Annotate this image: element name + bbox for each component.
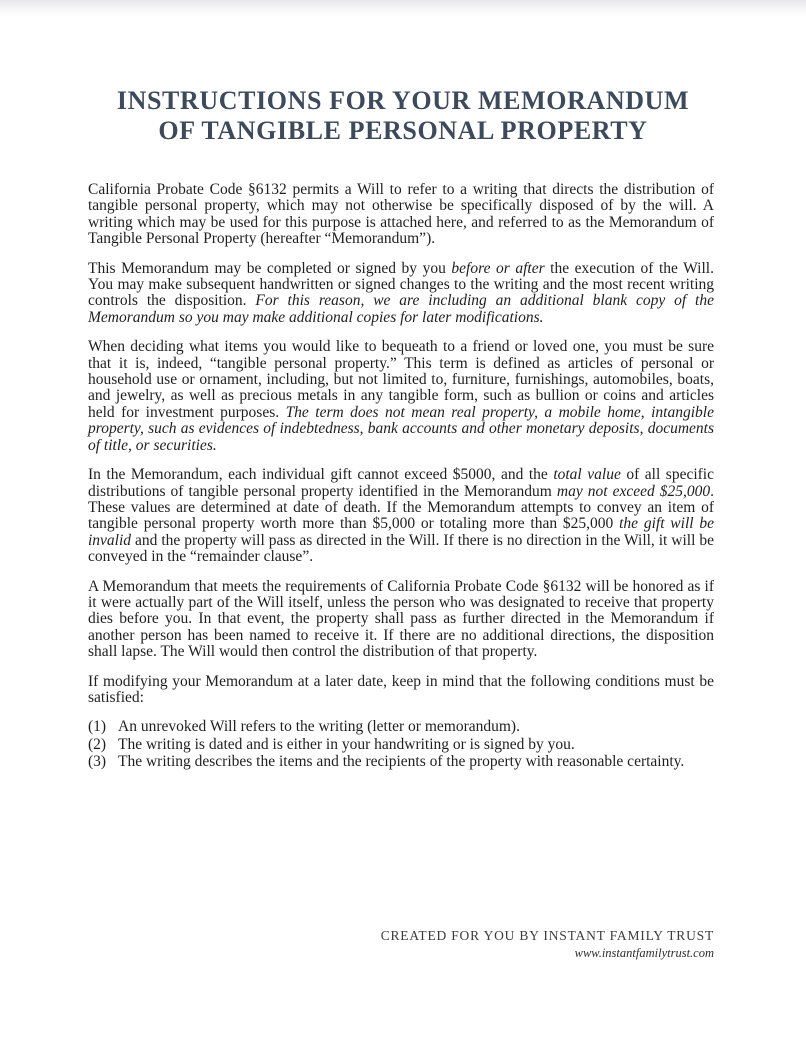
- condition-number: (3): [88, 753, 107, 771]
- body-paragraph: [88, 339, 714, 454]
- condition-text: The writing is dated and is either in your handwriting or is signed by you.: [118, 735, 575, 753]
- body-paragraph: [88, 674, 714, 707]
- text-run: and the property will pass as directed in the Will. If there is no direction in the Will, it will be conveyed in the “remainder clause”.: [88, 531, 714, 566]
- italic-text-run: may not exceed $25,000: [556, 482, 711, 500]
- text-run: the execution of the Will. You may make subsequent handwritten or signed changes to the writing and the most recent writing controls the disposition.: [88, 259, 714, 310]
- title-line-1: INSTRUCTIONS FOR YOUR MEMORANDUM: [116, 86, 690, 115]
- body-paragraph: [88, 579, 714, 661]
- text-run: of all specific distributions of tangible personal property identified in the Memorandum: [88, 466, 714, 500]
- text-run: If modifying your Memorandum at a later date, keep in mind that the following conditions must be satisfied:: [88, 672, 714, 706]
- condition-number: (1): [88, 718, 107, 736]
- text-run: In the Memorandum, each individual gift cannot exceed $5000, and the: [88, 466, 554, 484]
- condition-item: [88, 719, 714, 735]
- italic-text-run: before or after: [451, 259, 545, 277]
- text-run: This Memorandum may be completed or signed by you: [88, 259, 452, 277]
- document-footer: [381, 928, 714, 961]
- condition-number: (2): [88, 735, 107, 753]
- footer-website: www.instantfamilytrust.com: [574, 946, 714, 960]
- conditions-list: [88, 719, 714, 770]
- condition-item: [88, 754, 714, 770]
- condition-text: The writing describes the items and the recipients of the property with reasonable certainty.: [118, 753, 685, 771]
- italic-text-run: the gift will be invalid: [88, 515, 714, 549]
- footer-credit: CREATED FOR YOU BY INSTANT FAMILY TRUST: [380, 928, 714, 943]
- document-title: [0, 0, 806, 146]
- text-run: California Probate Code §6132 permits a Will to refer to a writing that directs the distribution of tangible personal property, which may not otherwise be specifically disposed of by the will. A writing which may be used for this purpose is attached here, and referred to as the Memorandum of Tangible Personal Property (hereafter “Memorandum”).: [88, 181, 714, 248]
- title-line-2: OF TANGIBLE PERSONAL PROPERTY: [158, 116, 648, 145]
- condition-text: An unrevoked Will refers to the writing (letter or memorandum).: [118, 718, 520, 736]
- text-run: When deciding what items you would like to bequeath to a friend or loved one, you must be sure that it is, indeed, “tangible personal property.” This term is defined as articles of personal or household use or ornament, including, but not limited to, furniture, furnishings, automobiles, boats, and jewelry, as well as precious metals in any tangible form, such as bullion or coins and articles held for investment purposes.: [88, 338, 714, 421]
- body-paragraph: [88, 182, 714, 248]
- body-paragraph: [88, 467, 714, 565]
- body-paragraph: [88, 261, 714, 327]
- condition-item: [88, 737, 714, 753]
- italic-text-run: total value: [553, 466, 621, 484]
- italic-text-run: For this reason, we are including an additional blank copy of the Memorandum so you may make additional copies for later modifications.: [88, 292, 714, 326]
- text-run: . These values are determined at date of death. If the Memorandum attempts to convey an item of tangible personal property worth more than $5,000 or totaling more than $25,000: [88, 482, 715, 533]
- italic-text-run: The term does not mean real property, a mobile home, intangible property, such as evidences of indebtedness, bank accounts and other monetary deposits, documents of title, or securities.: [88, 403, 714, 454]
- document-body: [88, 182, 714, 706]
- text-run: A Memorandum that meets the requirements of California Probate Code §6132 will be honored as if it were actually part of the Will itself, unless the person who was designated to receive that property dies before you. In that event, the property shall pass as further directed in the Memorandum if another person has been named to receive it. If there are no additional directions, the disposition shall lapse. The Will would then control the distribution of that property.: [88, 577, 714, 661]
